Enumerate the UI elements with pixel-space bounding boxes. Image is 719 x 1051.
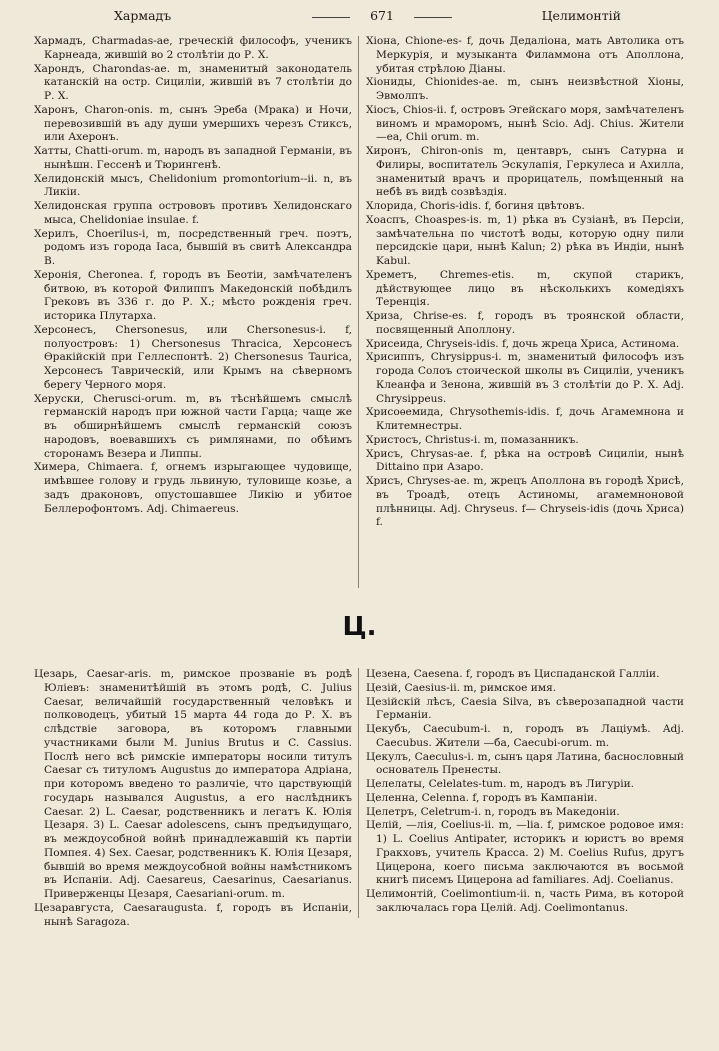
column-divider-top: [358, 36, 359, 588]
entry-charondas: Харондъ, Charondas-ae. m, знаменитый законодатель катанскій на остр. Сициліи, жившій въ 7 столѣтіи до Р. Х.: [34, 62, 352, 102]
column-kh-right: [366, 35, 684, 530]
entry-chersonesus: Херсонесъ, Chersonesus, или Chersonesus-i. f, полуостровъ: 1) Chersonesus Thracica, Херсонесъ Ѳракійскій при Геллеспонтѣ. 2) Chersonesus Taurica, Херсонесъ Таврическій, или Крымъ на сѣверномъ берегу Черного моря.: [34, 323, 352, 391]
entry-chimaera: Химера, Chimaera. f, огнемъ изрыгающее чудовище, имѣвшее голову и грудь львиную, туловище козье, а задъ драконовъ, опустошавшее Ликію и убитое Беллерофонтомъ. Adj. Chimaereus.: [34, 461, 352, 515]
entry-caecubum: Цекубъ, Caecubum-i. n, городъ въ Лаціумѣ. Adj. Caecubus. Жители —ба, Caecubi-orum. m.: [366, 723, 684, 749]
entry-chios: Хіосъ, Chios-ii. f, островъ Эгейскаго моря, замѣчателенъ виномъ и мраморомъ, нынѣ Scio. Adj. Chius. Жители —ea, Chii orum. m.: [366, 103, 684, 144]
entry-chelidonium: Хелидонскій мысъ, Chelidonium promontorium--ii. n, въ Ликіи.: [34, 172, 352, 199]
entry-choris: Хлорида, Choris-idis. f, богиня цвѣтовъ.: [366, 200, 585, 212]
header-right-word: Целимонтій: [541, 8, 621, 23]
entry-celelates: Целелаты, Celelates-tum. m, народъ въ Лигуріи.: [366, 778, 635, 790]
entry-charon: Харонъ, Charon-onis. m, сынъ Эреба (Мрака) и Ночи, перевозившій въ аду души умершихъ черезъ Стиксъ, или Ахеронъ.: [34, 103, 352, 144]
entry-chelidoniae: Хелидонская группа острововъ противъ Хелидонскаго мыса, Chelidoniae insulae. f.: [34, 200, 352, 226]
column-kh-left: [34, 35, 352, 516]
running-head: [34, 6, 685, 28]
entry-caesaraugusta: Цезаравгуста, Caesaraugusta. f, городъ въ Испаніи, нынѣ Saragoza.: [34, 901, 352, 928]
entry-chionides: Хіониды, Chionides-ae. m, сынъ неизвѣстной Хіоны, Эвмолпъ.: [366, 76, 684, 102]
entry-celetrum: Целетръ, Celetrum-i. n, городъ въ Македоніи.: [366, 805, 620, 818]
entry-caeculus: Цекулъ, Caeculus-i. m, сынъ царя Латина, баснословный основатель Пренесты.: [366, 750, 684, 777]
entry-chrysothemis: Хрисоѳемида, Chrysothemis-idis. f, дочь Агамемнона и Клитемнестры.: [366, 406, 684, 432]
entry-christus: Христосъ, Christus-i. m, помазанникъ.: [366, 433, 579, 446]
entry-chatti: Хатты, Chatti-orum. m, народъ въ западной Германіи, въ нынѣшн. Гессенѣ и Тюрингенѣ.: [34, 145, 352, 171]
entry-chryseis: Хрисеида, Chryseis-idis. f, дочь жреца Хриса, Астинома.: [366, 337, 680, 350]
section-letter-heading: Ц.: [342, 612, 377, 642]
entry-coelius: Целій, —лія, Coelius-ii. m, —lia. f, римское родовое имя: 1) L. Coelius Antipater, историкъ и юристъ во время Гракховъ, учитель Красса. 2) M. Coelius Rufus, другъ Цицерона, коего письма заключаются въ восьмой книгѣ писемъ Цицерона ad familiares. Adj. Coelianus.: [366, 819, 684, 887]
entry-caesar: Цезарь, Caesar-aris. m, римское прозваніе въ родѣ Юліевъ: знаменитѣйшій въ этомъ родѣ, C. Julius Caesar, величайшій государственный человѣкъ и полководецъ, убитый 15 марта 44 года до Р. Х. въ слѣдствіе заговора, въ которомъ главными участниками были M. Junius Brutus и C. Cassius. Послѣ него всѣ римскіе императоры носили титулъ Caesar съ титуломъ Augustus до императора Адріана, при которомъ введено то различіе, что царствующій государь назывался Augustus, а его наслѣдникъ Caesar. 2) L. Caesar, родственникъ и легатъ К. Юлія Цезаря. 3) L. Caesar adolescens, сынъ предъидущаго, въ междоусобной войнѣ принадлежавшій къ партіи Помпея. 4) Sex. Caesar, родственникъ К. Юлія Цезаря, бывшій во время междоусобной войны намѣстникомъ въ Испаніи. Adj. Caesareus, Caesarinus, Caesarianus. Приверженцы Цезаря, Caesariani-orum. m.: [34, 668, 352, 900]
entry-caesia-silva: Цезійскій лѣсъ, Caesia Silva, въ сѣверозападной части Германіи.: [366, 695, 684, 722]
entry-choaspes: Хоаспъ, Choaspes-is. m, 1) рѣка въ Сузіанѣ, въ Персіи, замѣчательна по чистотѣ воды, которую одну пили персидскіе цари, нынѣ Kalun; 2) рѣка въ Индіи, нынѣ Kabul.: [366, 213, 684, 267]
header-left-word: Хармадъ: [114, 8, 172, 23]
entry-celenna: Целенна, Celenna. f, городъ въ Кампаніи.: [366, 791, 598, 804]
entry-chione: Хіона, Chione-es- f, дочь Дедаліона, мать Автолика отъ Меркурія, и музыканта Филаммона отъ Аполлона, убитая стрѣлою Діаны.: [366, 35, 684, 75]
page-number: 671: [352, 8, 412, 23]
entry-chryses: Хрисъ, Chryses-ae. m, жрецъ Аполлона въ городѣ Хрисѣ, въ Троадѣ, отецъ Астиномы, агамемноновой плѣнницы. Adj. Chryseus. f— Chryseis-idis (дочь Хриса) f.: [366, 475, 684, 529]
entry-charmadas: Хармадъ, Charmadas-ae, греческій философъ, ученикъ Карнеада, жившій во 2 столѣтіи до Р. Х.: [34, 35, 352, 61]
entry-cherusci: Херуски, Cherusci-orum. m, въ тѣснѣйшемъ смыслѣ германскій народъ при южной части Гарца; чаще же въ обширнѣйшемъ смыслѣ германскій союзъ народовъ, воевавшихъ съ римлянами, по обѣимъ сторонамъ Везера и Липпы.: [34, 392, 352, 460]
entry-cheronea: Херонія, Cheronea. f, городъ въ Беотіи, замѣчателенъ битвою, въ которой Филиппъ Македонскій побѣдилъ Грековъ въ 336 г. до Р. Х.; мѣсто рожденія греч. историка Плутарха.: [34, 268, 352, 322]
entry-caesius: Цезій, Caesius-ii. m, римское имя.: [366, 681, 557, 694]
entry-chiron: Хиронъ, Chiron-onis m, центавръ, сынъ Сатурна и Филиры, воспитатель Эскулапія, Геркулеса и Ахилла, знаменитый врачъ и прорицатель, помѣщенный на небѣ въ видѣ созвѣздія.: [366, 145, 684, 199]
entry-caesena: Цезена, Caesena. f, городъ въ Циспаданской Галліи.: [366, 668, 660, 680]
entry-chrysippus: Хрисиппъ, Chrysippus-i. m, знаменитый философъ изъ города Солоъ стоической школы въ Сициліи, ученикъ Клеанфа и Зенона, жившій въ 3 столѣтіи до Р. Х. Adj. Chrysippeus.: [366, 351, 684, 405]
entry-chrise: Хриза, Chrise-es. f, городъ въ троянской области, посвященный Аполлону.: [366, 310, 684, 336]
column-divider-bottom: [358, 668, 359, 918]
entry-chrysas: Хрисъ, Chrysas-ae. f, рѣка на островѣ Сициліи, нынѣ Dittaino при Азаро.: [366, 447, 684, 474]
column-ts-right: [366, 668, 684, 916]
entry-chremes: Хреметъ, Chremes-etis. m, скупой старикъ, дѣйствующее лицо въ нѣсколькихъ комедіяхъ Теренція.: [366, 268, 684, 309]
column-ts-left: [34, 668, 352, 929]
entry-choerilus: Херилъ, Choerilus-i, m, посредственный греч. поэтъ, родомъ изъ города Iаса, бывшій въ свитѣ Александра В.: [34, 227, 352, 267]
entry-coelimontium: Целимонтій, Coelimontium-ii. n, часть Рима, въ которой заключалась гора Целій. Adj. Coelimontanus.: [366, 888, 684, 914]
